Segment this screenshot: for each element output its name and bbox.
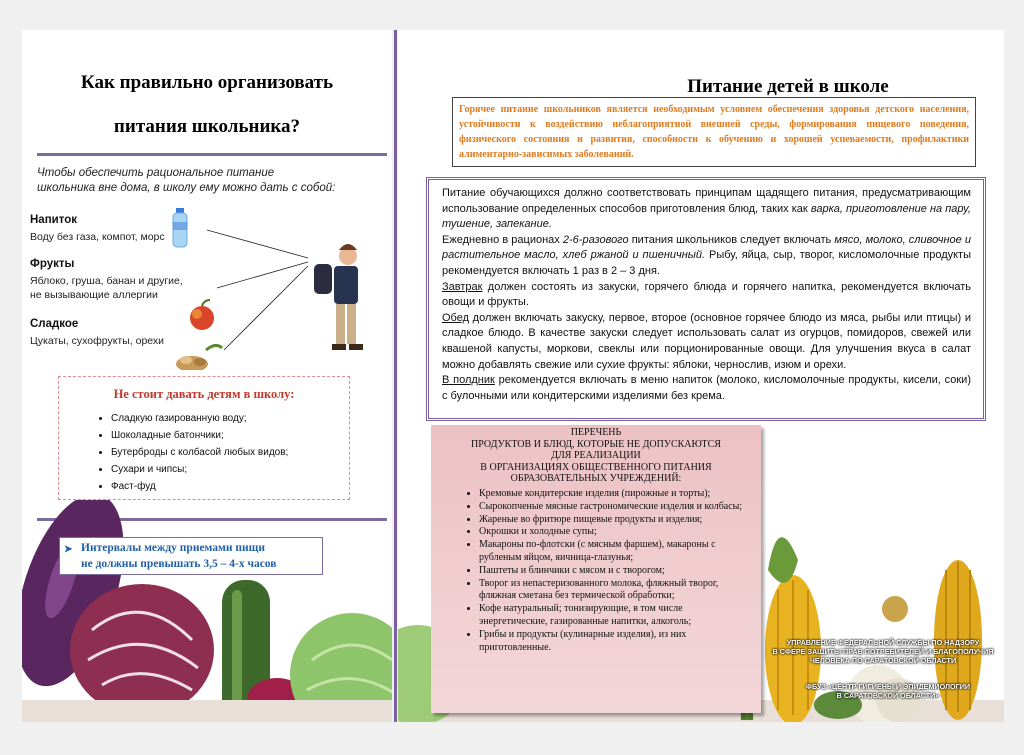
list-item: • Окрошки и холодные супы; — [479, 526, 751, 539]
line-to-bottle — [207, 230, 308, 258]
line-to-apple — [217, 262, 308, 288]
list-item: • Шоколадные батончики; — [111, 427, 349, 444]
left-title-line2: питания школьника? — [113, 116, 301, 137]
right-page — [398, 30, 1004, 722]
intro-line2: школьника вне дома, в школу ему можно дать с собой: — [37, 182, 336, 194]
rules-paragraph-1: Питание обучающихся должно соответствовать принципам щадящего питания, предусматривающим использование определенных способов приготовления блюд, таких как варка, приготовление на пару, тушение, запекание. — [442, 187, 971, 231]
nutrition-rules-box — [426, 177, 986, 421]
list-item: • Макароны по-флотски (с мясным фаршем), макароны с рубленым яйцом, яичница-глазунья; — [479, 539, 751, 565]
rules-lunch: Обед должен включать закуску, первое, второе (основное горячее блюдо из мяса, рыбы или птицы) и сладкое блюдо. В качестве закуски следует использовать салат из огурцов, помидоров, свежей или квашеной капусты, моркови, свеклы или порционированные овощи. Для улучшения вкуса в салат можно добавлять свежие или сухие фрукты: яблоки, чернослив, изюм и орехи. — [442, 311, 971, 371]
dont-give-box — [58, 376, 350, 500]
fruit-desc-1: Яблоко, груша, банан и другие, — [30, 275, 183, 287]
prohibited-list — [431, 488, 761, 654]
list-item: • Бутерброды с колбасой любых видов; — [111, 444, 349, 461]
sweet-title: Сладкое — [30, 318, 79, 330]
dont-give-list — [59, 410, 349, 495]
apple-icon — [190, 300, 214, 330]
interval-note — [59, 537, 323, 575]
emblem-icon — [882, 596, 908, 622]
list-item: • Творог из непастеризованного молока, фляжный творог, фляжная сметана без термической обработки; — [479, 578, 751, 604]
sweet-desc: Цукаты, сухофрукты, орехи — [30, 335, 165, 347]
prohibited-heading: ПЕРЕЧЕНЬ ПРОДУКТОВ И БЛЮД, КОТОРЫЕ НЕ ДОПУСКАЮТСЯ ДЛЯ РЕАЛИЗАЦИИ В ОРГАНИЗАЦИЯХ ОБЩЕСТВЕННОГО ПИТАНИЯ ОБРАЗОВАТЕЛЬНЫХ УЧРЕЖДЕНИЙ: — [471, 427, 721, 485]
drink-title: Напиток — [30, 214, 77, 226]
interval-line2: не должны превышать 3,5 – 4-х часов — [81, 558, 277, 570]
list-item: • Паштеты и блинчики с мясом и с творогом; — [479, 565, 751, 578]
vegetables-left-image — [22, 500, 392, 722]
list-item: • Сырокопченые мясные гастрономические изделия и колбасы; — [479, 501, 751, 514]
fruit-desc-2: не вызывающие аллергии — [30, 289, 158, 301]
right-title: Питание детей в школе — [687, 76, 889, 97]
org-hygiene-center: ФБУЗ «ЦЕНТР ГИГИЕНЫ И ЭПИДЕМИОЛОГИИ В САРАТОВСКОЙ ОБЛАСТИ» — [805, 682, 971, 700]
list-item: • Кофе натуральный; тонизирующие, в том числе энергетические, газированные напитки, алкоголь; — [479, 603, 751, 629]
intro-text — [37, 166, 382, 196]
list-item: • Грибы и продукты (кулинарные изделия), из них приготовленные. — [479, 629, 751, 655]
school-food-illustration — [162, 200, 392, 370]
rules-paragraph-2: Ежедневно в рационах 2-6-разового питания школьников следует включать мясо, молоко, сливочное и растительное масло, хлеб ржаной и пшеничный. Рыбу, яйца, сыр, творог, кисломолочные продукты рекомендуется включать 1 раз в 2 – 3 дня. — [442, 233, 972, 277]
org-rospotrebnadzor: УПРАВЛЕНИЕ ФЕДЕРАЛЬНОЙ СЛУЖБЫ ПО НАДЗОРУ В СФЕРЕ ЗАЩИТЫ ПРАВ ПОТРЕБИТЕЛЕЙ И БЛАГОПОЛУЧИЯ ЧЕЛОВЕКА ПО САРАТОВСКОЙ ОБЛАСТИ — [772, 638, 994, 665]
water-bottle-icon — [173, 208, 187, 247]
dont-give-title: Не стоит давать детям в школу: — [113, 387, 295, 401]
page-divider — [394, 30, 397, 722]
list-item: • Жареные во фритюре пищевые продукты и изделия; — [479, 514, 751, 527]
list-item: • Сухари и чипсы; — [111, 461, 349, 478]
fruit-title: Фрукты — [30, 258, 75, 270]
left-title-line1: Как правильно организовать — [80, 72, 334, 93]
left-page — [22, 30, 392, 722]
line-to-nuts — [224, 266, 308, 350]
nuts-icon — [176, 345, 222, 370]
rules-breakfast: Завтрак должен состоять из закуски, горячего блюда и горячего напитка, рекомендуется включать овощи и фрукты. — [442, 280, 971, 309]
list-item: • Кремовые кондитерские изделия (пирожные и торты); — [479, 488, 751, 501]
prohibited-products-box — [431, 425, 761, 713]
list-item: • Сладкую газированную воду; — [111, 410, 349, 427]
child-with-backpack-icon — [314, 244, 363, 350]
list-item: • Фаст-фуд — [111, 478, 349, 495]
drink-desc: Воду без газа, компот, морс — [30, 231, 165, 243]
interval-line1: Интервалы между приемами пищи — [81, 542, 265, 554]
intro-line1: Чтобы обеспечить рациональное питание — [37, 167, 275, 179]
rules-snack: В полдник рекомендуется включать в меню напиток (молоко, кисломолочные продукты, кисели, соки) с булочными или кондитерскими изделиями без крема. — [442, 374, 971, 402]
hot-meal-intro-box: Горячее питание школьников является необходимым условием обеспечения здоровья детского населения, устойчивости к воздействию неблагоприятной внешней среды, формирования пищевого поведения, физического состояния и развития, способности к обучению и хорошей успеваемости, профилактики алиментарно-зависимых заболеваний. — [452, 97, 976, 167]
left-divider-top — [37, 153, 387, 156]
arrow-right-icon: ➤ — [64, 544, 73, 555]
